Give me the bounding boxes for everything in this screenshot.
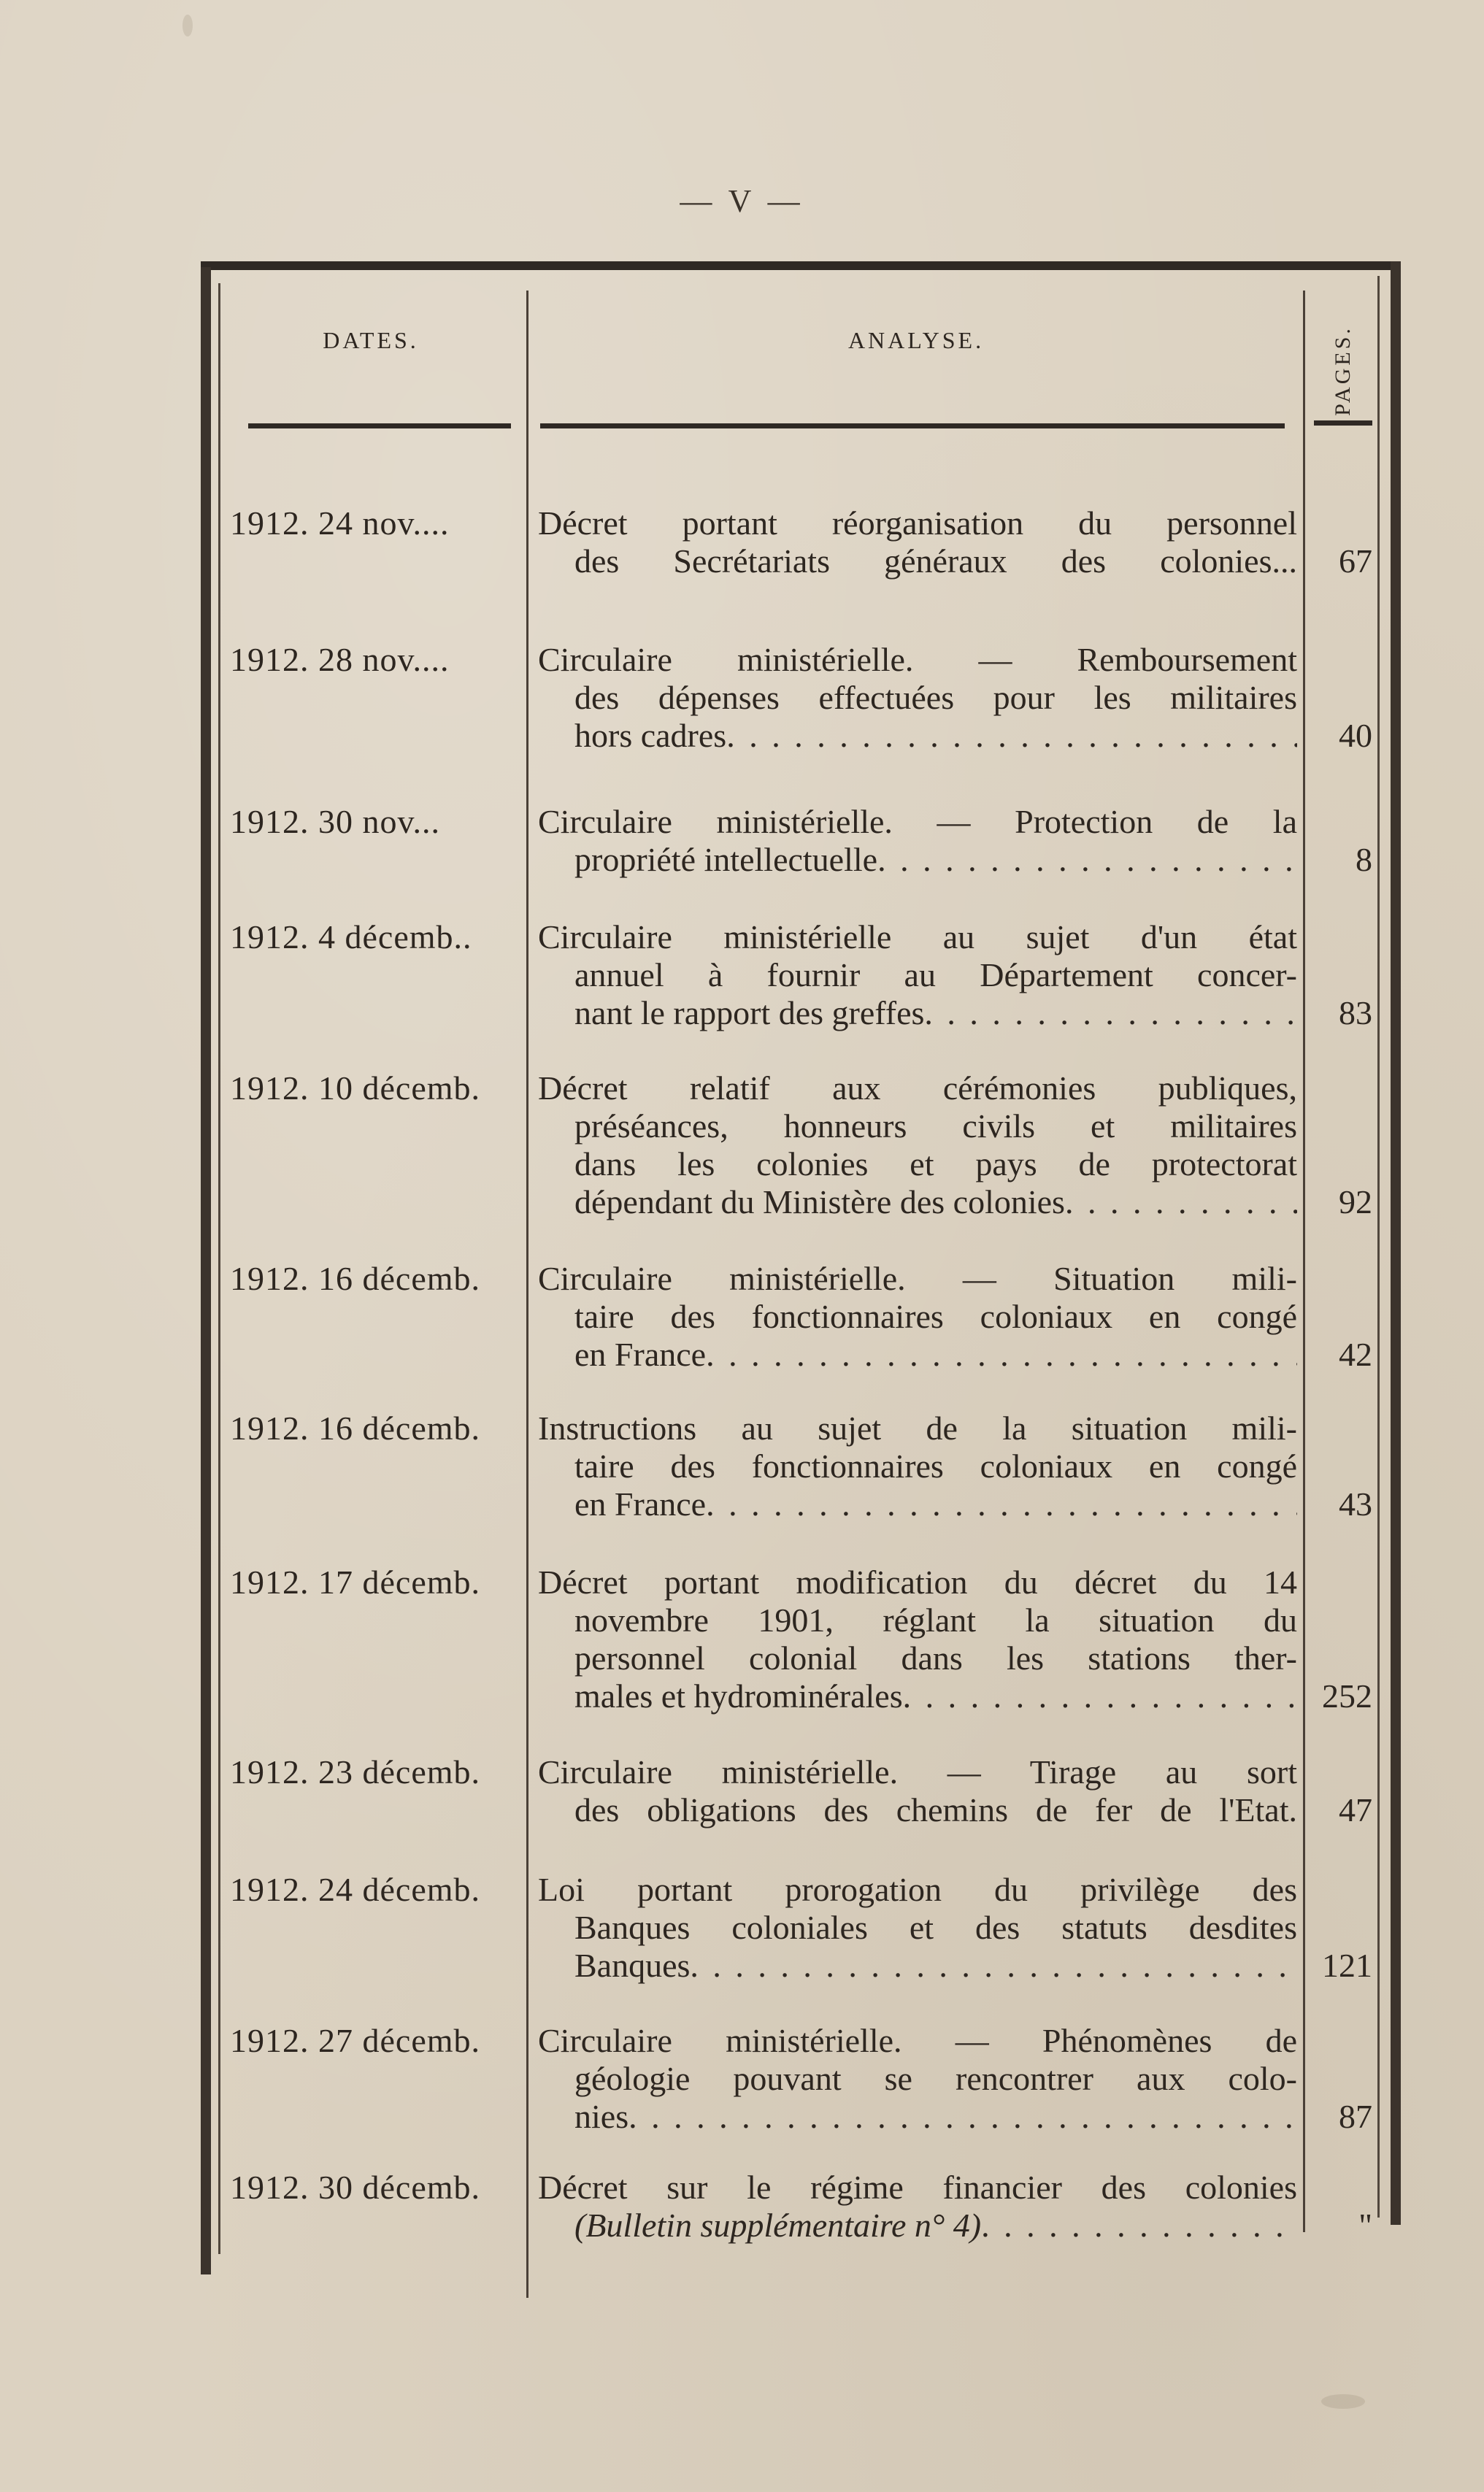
analysis-line: Décret portant réorganisation du personnel [538,504,1297,542]
analysis-line: Banques . . . [538,1947,1297,1985]
row-date: 1912. 27 décemb. [230,2022,481,2059]
row-analysis [538,918,1297,1032]
analysis-line: Circulaire ministérielle. — Tirage au sort [538,1753,1297,1791]
table-left-inner-border [218,283,220,2254]
header-rule-pages [1314,420,1372,426]
row-date: 1912. 10 décemb. [230,1069,481,1107]
index-table [201,261,1405,2258]
analysis-line: Loi portant prorogation du privilège des [538,1871,1297,1908]
leader-dots [628,2098,1297,2136]
row-date: 1912. 4 décemb.. [230,918,472,955]
analysis-line: Circulaire ministérielle. — Situation mili- [538,1260,1297,1297]
ink-spot [1321,2394,1365,2409]
analysis-line: Décret sur le régime financier des colonies [538,2169,1297,2206]
row-analysis [538,2169,1297,2245]
analysis-line: taire des fonctionnaires coloniaux en congé [574,1298,1297,1335]
analysis-line: dépendant du Ministère des colonies . . . [538,1183,1297,1221]
header-dates: DATES. [323,327,419,353]
row-analysis [538,1871,1297,1985]
analysis-line: Banques coloniales et des statuts desdites [574,1909,1297,1946]
analysis-line: en France . . . [538,1336,1297,1374]
row-page-ref: 8 [1356,841,1372,878]
analysis-line: personnel colonial dans les stations ther- [574,1639,1297,1677]
analysis-line: Décret relatif aux cérémonies publiques, [538,1069,1297,1107]
row-page-ref: 252 [1322,1677,1372,1715]
row-analysis [538,1564,1297,1715]
row-analysis [538,803,1297,879]
ink-spot [182,15,193,36]
row-analysis [538,641,1297,755]
column-divider-dates [526,291,528,2298]
header-pages-cell [1310,305,1376,437]
header-pages: PAGES. [1331,326,1355,416]
row-page-ref: 87 [1339,2098,1372,2135]
column-divider-pages [1303,291,1305,2232]
analysis-line: hors cadres . . . [538,717,1297,755]
analysis-line: des Secrétariats généraux des colonies... [574,542,1297,580]
analysis-line: propriété intellectuelle . . . [538,841,1297,879]
row-page-ref: " [1358,2207,1372,2244]
analysis-line: Circulaire ministérielle au sujet d'un état [538,918,1297,955]
analysis-line: nant le rapport des greffes . . . [538,994,1297,1032]
row-page-ref: 42 [1339,1336,1372,1373]
leader-dots [903,1677,1297,1715]
leader-dots [1065,1183,1297,1221]
row-page-ref: 43 [1339,1485,1372,1523]
analysis-line: novembre 1901, réglant la situation du [574,1601,1297,1639]
leader-dots [706,1485,1297,1523]
row-page-ref: 67 [1339,542,1372,580]
row-page-ref: 121 [1322,1947,1372,1984]
analysis-line: males et hydrominérales . . . [538,1677,1297,1715]
row-date: 1912. 30 nov... [230,803,441,840]
header-rule-dates [248,423,511,428]
row-date: 1912. 28 nov.... [230,641,450,678]
table-left-border [201,267,211,2274]
leader-dots [690,1947,1297,1985]
row-date: 1912. 23 décemb. [230,1753,481,1791]
header-rule-analyse [540,423,1285,428]
row-page-ref: 40 [1339,717,1372,754]
row-date: 1912. 24 décemb. [230,1871,481,1908]
analysis-line: géologie pouvant se rencontrer aux colo- [574,2060,1297,2097]
table-right-border [1391,261,1401,2225]
analysis-line: annuel à fournir au Département concer- [574,956,1297,993]
analysis-line: Instructions au sujet de la situation mili- [538,1410,1297,1447]
table-top-border [201,261,1391,270]
row-analysis [538,1069,1297,1221]
row-page-ref: 83 [1339,994,1372,1031]
analysis-line: (Bulletin supplémentaire n° 4) . . . [538,2207,1297,2245]
analysis-line: Circulaire ministérielle. — Remboursement [538,641,1297,678]
analysis-line: dans les colonies et pays de protectorat [574,1145,1297,1182]
table-right-inner-border [1377,276,1380,2218]
row-analysis [538,1410,1297,1523]
row-analysis [538,1260,1297,1374]
analysis-line: Circulaire ministérielle. — Protection de la [538,803,1297,840]
leader-dots [706,1336,1297,1374]
row-analysis [538,504,1297,580]
analysis-line: nies . . . [538,2098,1297,2136]
analysis-line: préséances, honneurs civils et militaires [574,1107,1297,1145]
analysis-line: des dépenses effectuées pour les militaires [574,679,1297,716]
row-page-ref: 47 [1339,1791,1372,1828]
row-page-ref: 92 [1339,1183,1372,1220]
row-date: 1912. 17 décemb. [230,1564,481,1601]
analysis-line: Décret portant modification du décret du 14 [538,1564,1297,1601]
analysis-line: des obligations des chemins de fer de l'Etat. [574,1791,1297,1828]
page-number: — V — [680,183,804,219]
row-analysis [538,2022,1297,2136]
row-date: 1912. 16 décemb. [230,1410,481,1447]
row-date: 1912. 24 nov.... [230,504,450,542]
header-analyse: ANALYSE. [847,327,985,353]
analysis-line: Circulaire ministérielle. — Phénomènes de [538,2022,1297,2059]
leader-dots [726,717,1297,755]
row-date: 1912. 30 décemb. [230,2169,481,2206]
row-analysis [538,1753,1297,1829]
leader-dots [924,994,1297,1032]
leader-dots [877,841,1297,879]
analysis-line: en France . . . [538,1485,1297,1523]
row-date: 1912. 16 décemb. [230,1260,481,1297]
leader-dots [981,2207,1297,2245]
analysis-line: taire des fonctionnaires coloniaux en congé [574,1447,1297,1485]
